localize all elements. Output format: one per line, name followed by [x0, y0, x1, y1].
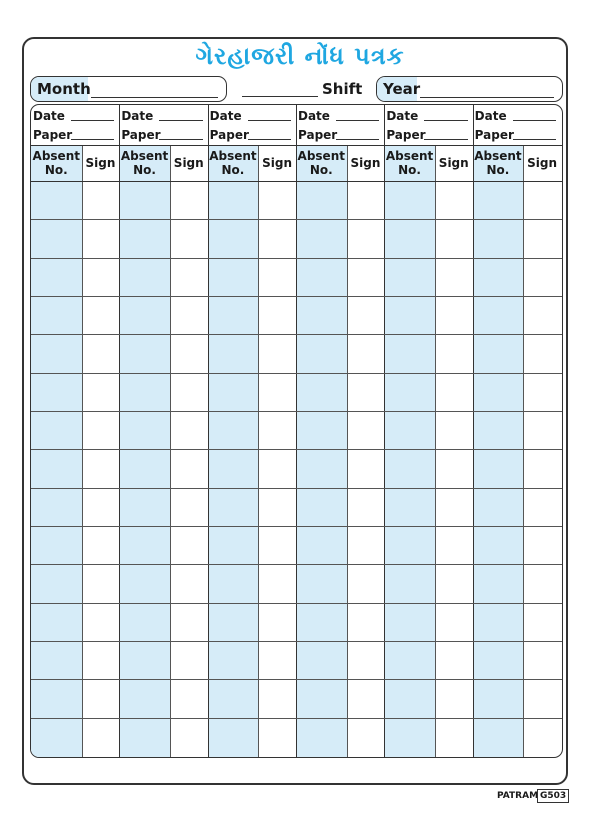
absent-no-cell[interactable]: [384, 718, 435, 756]
sign-cell[interactable]: [82, 258, 120, 296]
absent-no-cell[interactable]: [208, 718, 259, 756]
sign-cell[interactable]: [347, 603, 385, 641]
sign-cell[interactable]: [347, 449, 385, 487]
absent-no-cell[interactable]: [473, 449, 524, 487]
absent-no-cell[interactable]: [473, 181, 524, 219]
absent-header-text: Absent: [297, 149, 345, 163]
absent-no-cell[interactable]: [31, 641, 82, 679]
paper-label: Paper: [209, 128, 249, 142]
absent-no-cell[interactable]: [296, 718, 347, 756]
sign-cell[interactable]: [523, 258, 561, 296]
form-title: ગેરહાજરી નોંધ પત્રક: [195, 42, 405, 70]
absent-no-cell[interactable]: [473, 679, 524, 717]
no-header-text: No.: [486, 163, 510, 177]
absent-no-cell[interactable]: [31, 411, 82, 449]
no-header-text: No.: [221, 163, 245, 177]
absent-no-cell[interactable]: [384, 258, 435, 296]
sign-cell[interactable]: [82, 641, 120, 679]
sign-header: Sign: [85, 156, 116, 170]
absent-no-cell[interactable]: [296, 603, 347, 641]
absent-no-cell[interactable]: [119, 373, 170, 411]
sign-cell[interactable]: [523, 411, 561, 449]
sign-cell[interactable]: [258, 334, 296, 372]
date-label: Date: [386, 109, 419, 123]
sign-cell[interactable]: [523, 449, 561, 487]
month-underline: [91, 97, 218, 98]
absent-no-cell[interactable]: [119, 334, 170, 372]
sign-cell[interactable]: [435, 449, 473, 487]
absent-no-cell[interactable]: [31, 181, 82, 219]
sign-cell[interactable]: [258, 603, 296, 641]
date-label: Date: [33, 109, 65, 123]
absent-no-cell[interactable]: [473, 373, 524, 411]
sign-cell[interactable]: [435, 526, 473, 564]
sign-cell[interactable]: [170, 258, 208, 296]
absent-no-header: [208, 145, 259, 181]
sign-cell[interactable]: [435, 641, 473, 679]
paper-entry-line[interactable]: [336, 139, 379, 140]
sign-cell[interactable]: [258, 258, 296, 296]
absent-no-cell[interactable]: [119, 564, 170, 602]
date-entry-line[interactable]: [513, 120, 556, 121]
sign-cell[interactable]: [258, 449, 296, 487]
sign-cell[interactable]: [347, 718, 385, 756]
sign-cell[interactable]: [435, 411, 473, 449]
sign-cell[interactable]: [523, 564, 561, 602]
sign-cell[interactable]: [347, 373, 385, 411]
absent-no-cell[interactable]: [473, 296, 524, 334]
date-entry-line[interactable]: [336, 120, 379, 121]
sign-cell[interactable]: [82, 334, 120, 372]
absent-no-cell[interactable]: [208, 488, 259, 526]
sign-cell[interactable]: [82, 181, 120, 219]
sign-cell[interactable]: [435, 258, 473, 296]
sign-cell[interactable]: [523, 526, 561, 564]
absent-header-text: Absent: [209, 149, 257, 163]
paper-label: Paper: [121, 128, 161, 142]
sign-cell[interactable]: [435, 564, 473, 602]
sign-cell[interactable]: [170, 181, 208, 219]
sign-cell[interactable]: [82, 718, 120, 756]
sign-cell[interactable]: [170, 449, 208, 487]
absent-no-cell[interactable]: [296, 526, 347, 564]
sign-cell[interactable]: [82, 679, 120, 717]
date-entry-line[interactable]: [159, 120, 202, 121]
date-entry-line[interactable]: [424, 120, 467, 121]
sign-cell[interactable]: [170, 334, 208, 372]
header-divider: [31, 145, 562, 146]
sign-cell[interactable]: [82, 526, 120, 564]
sign-cell[interactable]: [347, 526, 385, 564]
sign-header: Sign: [173, 156, 204, 170]
absent-no-cell[interactable]: [384, 181, 435, 219]
sign-cell[interactable]: [82, 373, 120, 411]
sign-cell[interactable]: [170, 564, 208, 602]
absent-no-cell[interactable]: [473, 258, 524, 296]
sign-cell[interactable]: [82, 564, 120, 602]
absent-no-cell[interactable]: [296, 679, 347, 717]
sign-cell[interactable]: [258, 526, 296, 564]
sign-cell[interactable]: [82, 296, 120, 334]
absent-no-cell[interactable]: [119, 488, 170, 526]
absent-no-cell[interactable]: [31, 603, 82, 641]
absent-no-cell[interactable]: [208, 526, 259, 564]
absent-no-cell[interactable]: [31, 526, 82, 564]
absent-header-text: Absent: [120, 149, 169, 163]
form-code: G503: [537, 789, 569, 803]
no-header-text: No.: [133, 163, 156, 177]
absent-no-cell[interactable]: [384, 564, 435, 602]
sign-cell[interactable]: [347, 641, 385, 679]
absent-no-cell[interactable]: [119, 603, 170, 641]
date-entry-line[interactable]: [71, 120, 114, 121]
sign-cell[interactable]: [435, 373, 473, 411]
absent-no-cell[interactable]: [296, 373, 347, 411]
absent-no-cell[interactable]: [119, 641, 170, 679]
no-header-text: No.: [44, 163, 68, 177]
absent-no-cell[interactable]: [119, 411, 170, 449]
absent-no-cell[interactable]: [119, 718, 170, 756]
sign-cell[interactable]: [258, 641, 296, 679]
sign-cell[interactable]: [523, 641, 561, 679]
absent-no-cell[interactable]: [296, 296, 347, 334]
absent-no-cell[interactable]: [384, 296, 435, 334]
no-header-text: No.: [309, 163, 333, 177]
absent-no-cell[interactable]: [208, 449, 259, 487]
sign-cell[interactable]: [258, 564, 296, 602]
sign-cell[interactable]: [347, 679, 385, 717]
sign-cell[interactable]: [347, 296, 385, 334]
sign-cell[interactable]: [435, 718, 473, 756]
sign-cell[interactable]: [523, 718, 561, 756]
absent-no-cell[interactable]: [31, 488, 82, 526]
absent-no-cell[interactable]: [473, 564, 524, 602]
sign-cell[interactable]: [82, 219, 120, 257]
sign-cell[interactable]: [347, 564, 385, 602]
sign-cell[interactable]: [258, 296, 296, 334]
absent-no-cell[interactable]: [208, 258, 259, 296]
sign-cell[interactable]: [82, 603, 120, 641]
sign-cell[interactable]: [435, 296, 473, 334]
absent-no-cell[interactable]: [208, 641, 259, 679]
sign-cell[interactable]: [170, 603, 208, 641]
absent-no-header: [296, 145, 347, 181]
sign-cell[interactable]: [523, 181, 561, 219]
sign-cell[interactable]: [435, 219, 473, 257]
year-label: Year: [377, 77, 417, 101]
absent-no-cell[interactable]: [473, 718, 524, 756]
sign-cell[interactable]: [523, 296, 561, 334]
absent-no-cell[interactable]: [384, 334, 435, 372]
sign-cell[interactable]: [347, 488, 385, 526]
absent-no-cell[interactable]: [31, 219, 82, 257]
absent-no-cell[interactable]: [208, 679, 259, 717]
absent-no-cell[interactable]: [384, 219, 435, 257]
absent-no-cell[interactable]: [473, 334, 524, 372]
sign-cell[interactable]: [258, 411, 296, 449]
absent-no-cell[interactable]: [384, 411, 435, 449]
absent-no-cell[interactable]: [473, 526, 524, 564]
paper-entry-line[interactable]: [71, 139, 114, 140]
absent-no-cell[interactable]: [119, 258, 170, 296]
absent-header-text: Absent: [32, 149, 80, 163]
sign-cell[interactable]: [258, 373, 296, 411]
sign-cell[interactable]: [435, 334, 473, 372]
sign-cell[interactable]: [523, 603, 561, 641]
absent-no-cell[interactable]: [31, 718, 82, 756]
absent-no-cell[interactable]: [384, 603, 435, 641]
absent-no-cell[interactable]: [473, 488, 524, 526]
sign-cell[interactable]: [258, 679, 296, 717]
sign-cell[interactable]: [170, 641, 208, 679]
absent-no-cell[interactable]: [473, 603, 524, 641]
sign-cell[interactable]: [170, 718, 208, 756]
absent-header-text: Absent: [474, 149, 522, 163]
absent-no-cell[interactable]: [473, 641, 524, 679]
absent-no-cell[interactable]: [296, 411, 347, 449]
sign-cell[interactable]: [170, 411, 208, 449]
sign-cell[interactable]: [435, 679, 473, 717]
absent-no-header: [31, 145, 82, 181]
absent-no-cell[interactable]: [208, 411, 259, 449]
sign-cell[interactable]: [258, 718, 296, 756]
sign-cell[interactable]: [82, 488, 120, 526]
absent-no-cell[interactable]: [384, 679, 435, 717]
year-underline: [420, 97, 554, 98]
absent-no-cell[interactable]: [208, 181, 259, 219]
sign-cell[interactable]: [347, 258, 385, 296]
absent-no-cell[interactable]: [296, 641, 347, 679]
sign-cell[interactable]: [435, 488, 473, 526]
absent-no-cell[interactable]: [31, 373, 82, 411]
absent-no-cell[interactable]: [31, 679, 82, 717]
sign-cell[interactable]: [347, 219, 385, 257]
sign-cell[interactable]: [523, 373, 561, 411]
absent-no-cell[interactable]: [384, 373, 435, 411]
month-field[interactable]: [30, 76, 227, 102]
sign-header: Sign: [527, 156, 558, 170]
shift-label: Shift: [322, 80, 363, 98]
date-label: Date: [121, 109, 154, 123]
sign-cell[interactable]: [170, 679, 208, 717]
absent-no-cell[interactable]: [384, 641, 435, 679]
absent-no-cell[interactable]: [473, 411, 524, 449]
sign-header: Sign: [350, 156, 381, 170]
date-entry-line[interactable]: [248, 120, 291, 121]
no-header-text: No.: [398, 163, 421, 177]
sign-cell[interactable]: [347, 411, 385, 449]
absent-no-cell[interactable]: [119, 679, 170, 717]
shift-underline[interactable]: [242, 96, 318, 97]
sign-cell[interactable]: [170, 296, 208, 334]
absent-no-header: [473, 145, 524, 181]
absent-no-header: [119, 145, 170, 181]
paper-entry-line[interactable]: [248, 139, 291, 140]
absent-no-cell[interactable]: [119, 181, 170, 219]
sign-cell[interactable]: [258, 488, 296, 526]
absent-no-cell[interactable]: [119, 449, 170, 487]
sign-cell[interactable]: [435, 181, 473, 219]
paper-entry-line[interactable]: [513, 139, 556, 140]
paper-label: Paper: [386, 128, 426, 142]
attendance-table: [30, 104, 563, 758]
absent-no-cell[interactable]: [296, 564, 347, 602]
absent-no-cell[interactable]: [208, 564, 259, 602]
absent-no-cell[interactable]: [208, 296, 259, 334]
date-label: Date: [298, 109, 330, 123]
paper-entry-line[interactable]: [159, 139, 202, 140]
absent-no-cell[interactable]: [31, 334, 82, 372]
absent-no-cell[interactable]: [208, 334, 259, 372]
absent-header-text: Absent: [385, 149, 434, 163]
month-label: Month: [31, 77, 88, 101]
absent-no-cell[interactable]: [31, 258, 82, 296]
absent-no-cell[interactable]: [31, 296, 82, 334]
absent-no-cell[interactable]: [208, 603, 259, 641]
absent-no-header: [384, 145, 435, 181]
paper-label: Paper: [474, 128, 514, 142]
date-label: Date: [474, 109, 507, 123]
absent-no-cell[interactable]: [208, 373, 259, 411]
absent-no-cell[interactable]: [31, 564, 82, 602]
sign-cell[interactable]: [170, 488, 208, 526]
absent-no-cell[interactable]: [296, 219, 347, 257]
absent-no-cell[interactable]: [296, 181, 347, 219]
sign-cell[interactable]: [170, 373, 208, 411]
brand-label: PATRAM: [497, 791, 539, 801]
paper-label: Paper: [33, 128, 73, 142]
absent-no-cell[interactable]: [208, 219, 259, 257]
sign-cell[interactable]: [523, 679, 561, 717]
absent-no-cell[interactable]: [473, 219, 524, 257]
absent-no-cell[interactable]: [384, 526, 435, 564]
sign-cell[interactable]: [435, 603, 473, 641]
absent-no-cell[interactable]: [296, 488, 347, 526]
sign-cell[interactable]: [347, 181, 385, 219]
date-label: Date: [209, 109, 242, 123]
sign-cell[interactable]: [82, 411, 120, 449]
absent-no-cell[interactable]: [384, 449, 435, 487]
sign-cell[interactable]: [523, 219, 561, 257]
sign-cell[interactable]: [523, 334, 561, 372]
sign-header: Sign: [262, 156, 293, 170]
sign-cell[interactable]: [170, 219, 208, 257]
absent-no-cell[interactable]: [296, 449, 347, 487]
year-field[interactable]: [376, 76, 563, 102]
sign-cell[interactable]: [523, 488, 561, 526]
absent-no-cell[interactable]: [31, 449, 82, 487]
sign-cell[interactable]: [258, 181, 296, 219]
absent-no-cell[interactable]: [296, 258, 347, 296]
paper-label: Paper: [298, 128, 338, 142]
absent-no-cell[interactable]: [119, 526, 170, 564]
absent-no-cell[interactable]: [296, 334, 347, 372]
absent-no-cell[interactable]: [119, 296, 170, 334]
sign-cell[interactable]: [170, 526, 208, 564]
sign-cell[interactable]: [82, 449, 120, 487]
absent-no-cell[interactable]: [384, 488, 435, 526]
sign-cell[interactable]: [258, 219, 296, 257]
sign-header: Sign: [438, 156, 469, 170]
sign-cell[interactable]: [347, 334, 385, 372]
absent-no-cell[interactable]: [119, 219, 170, 257]
paper-entry-line[interactable]: [424, 139, 467, 140]
